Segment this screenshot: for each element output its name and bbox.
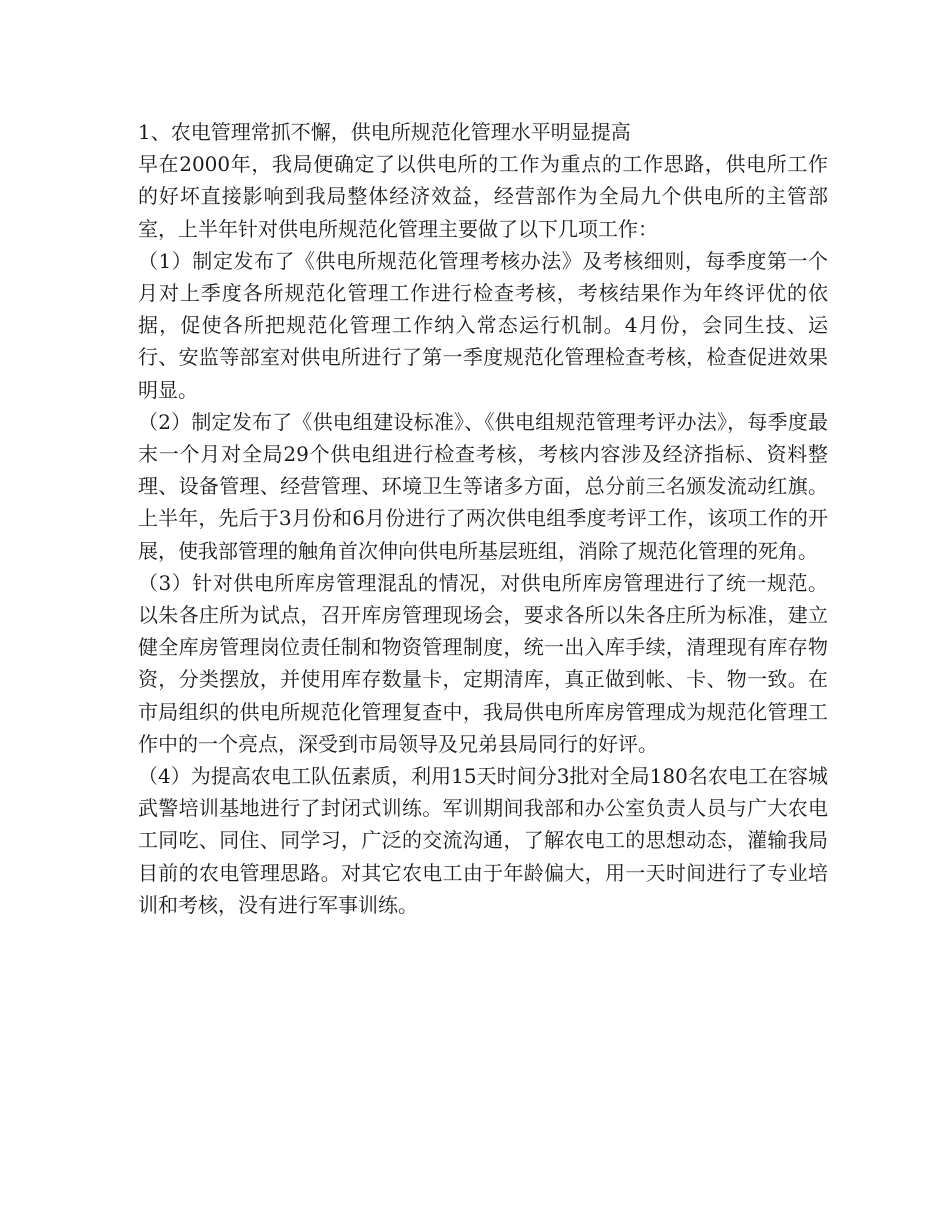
- list-item-3: （3）针对供电所库房管理混乱的情况，对供电所库房管理进行了统一规范。以朱各庄所为试点，召开库房管理现场会，要求各所以朱各庄所为标准，建立健全库房管理岗位责任制和物资管理制度，统一出入库手续，清理现有库存物资，分类摆放，并使用库存数量卡，定期清库，真正做到帐、卡、物一致。在市局组织的供电所规范化管理复查中，我局供电所库房管理成为规范化管理工作中的一个亮点，深受到市局领导及兄弟县局同行的好评。: [138, 570, 828, 756]
- list-item-4: （4）为提高农电工队伍素质，利用15天时间分3批对全局180名农电工在容城武警培训基地进行了封闭式训练。军训期间我部和办公室负责人员与广大农电工同吃、同住、同学习，广泛的交流沟通，了解农电工的思想动态，灌输我局目前的农电管理思路。对其它农电工由于年龄偏大，用一天时间进行了专业培训和考核，没有进行军事训练。: [138, 764, 828, 917]
- list-item-2: （2）制定发布了《供电组建设标准》、《供电组规范管理考评办法》，每季度最末一个月对全局29个供电组进行检查考核，考核内容涉及经济指标、资料整理、设备管理、经营管理、环境卫生等诸多方面，总分前三名颁发流动红旗。上半年，先后于3月份和6月份进行了两次供电组季度考评工作，该项工作的开展，使我部管理的触角首次伸向供电所基层班组，消除了规范化管理的死角。: [138, 409, 828, 563]
- list-item-1: （1）制定发布了《供电所规范化管理考核办法》及考核细则，每季度第一个月对上季度各所规范化管理工作进行检查考核，考核结果作为年终评优的依据，促使各所把规范化管理工作纳入常态运行机制。4月份，会同生技、运行、安监等部室对供电所进行了第一季度规范化管理检查考核，检查促进效果明显。: [138, 248, 828, 402]
- intro-paragraph: 早在2000年，我局便确定了以供电所的工作为重点的工作思路，供电所工作的好坏直接影响到我局整体经济效益，经营部作为全局九个供电所的主管部室，上半年针对供电所规范化管理主要做了以下几项工作：: [138, 152, 828, 241]
- document-page: [138, 116, 828, 921]
- section-heading: 1、农电管理常抓不懈，供电所规范化管理水平明显提高: [138, 120, 631, 144]
